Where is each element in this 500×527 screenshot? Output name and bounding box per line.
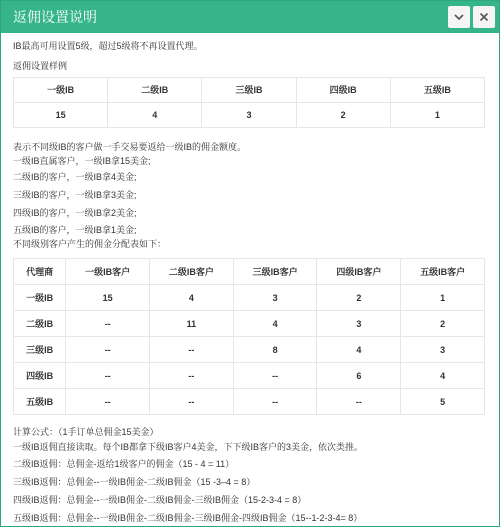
table-cell: 3	[233, 285, 317, 311]
table-cell: 15	[14, 103, 108, 128]
table-cell: 2	[296, 103, 390, 128]
table-cell: 4	[233, 311, 317, 337]
table-cell: --	[66, 311, 150, 337]
table-header-cell: 四级IB	[296, 78, 390, 103]
table-header-cell: 三级IB	[202, 78, 296, 103]
table-cell: 11	[150, 311, 234, 337]
table-cell: 8	[233, 337, 317, 363]
intro-line-1: IB最高可用设置5级，超过5级将不再设置代理。	[13, 41, 203, 51]
table-cell: 3	[202, 103, 296, 128]
dialog-title: 返佣设置说明	[13, 9, 97, 25]
formula-line: 计算公式：（1手订单总佣金15美金）	[13, 427, 159, 437]
table-cell: --	[66, 389, 150, 415]
table-row	[14, 285, 485, 311]
table-cell: 15	[66, 285, 150, 311]
table-cell: --	[150, 389, 234, 415]
table-cell: 5	[401, 389, 485, 415]
table-cell: --	[150, 363, 234, 389]
table-header-cell: 一级IB客户	[66, 259, 150, 285]
table-header-cell: 二级IB	[108, 78, 202, 103]
explain-line: 一级IB直属客户，一级IB拿15美金;	[13, 156, 151, 166]
table-row	[14, 363, 485, 389]
table-cell: 6	[317, 363, 401, 389]
table-header-cell: 五级IB客户	[401, 259, 485, 285]
table-cell: 2	[317, 285, 401, 311]
table-cell: 4	[401, 363, 485, 389]
table-cell: 4	[150, 285, 234, 311]
table-cell: 1	[390, 103, 484, 128]
formula-line: 五级IB返佣：总佣金--一级IB佣金-二级IB佣金-三级IB佣金-四级IB佣金（15--1-2-3-4= 8）	[13, 513, 363, 523]
table-cell: --	[66, 337, 150, 363]
table-header-cell: 三级IB客户	[233, 259, 317, 285]
table-row	[14, 311, 485, 337]
table-cell: 3	[401, 337, 485, 363]
close-icon	[479, 12, 489, 22]
explain-line: 表示不同级IB的客户做一手交易要返给一级IB的佣金额度。	[13, 142, 247, 152]
table-header-cell: 四级IB客户	[317, 259, 401, 285]
example-table	[13, 77, 485, 128]
row-header-cell: 一级IB	[14, 285, 66, 311]
table-header-cell: 二级IB客户	[150, 259, 234, 285]
row-header-cell: 三级IB	[14, 337, 66, 363]
table-row	[14, 389, 485, 415]
explain-line: 四级IB的客户，一级IB拿2美金;	[13, 208, 137, 218]
table-row	[14, 337, 485, 363]
intro-line-2: 返佣设置样例	[13, 61, 68, 71]
explanation-block	[13, 140, 487, 250]
table-header-cell: 代理商	[14, 259, 66, 285]
explain-line: 不同级别客户产生的佣金分配表如下：	[13, 239, 167, 249]
table-row	[14, 103, 485, 128]
row-header-cell: 五级IB	[14, 389, 66, 415]
table-cell: 4	[317, 337, 401, 363]
distribution-table-header	[14, 259, 485, 285]
dialog-content	[1, 33, 499, 527]
close-button[interactable]	[473, 6, 495, 28]
formula-line: 一级IB返佣直接读取。每个IB都拿下级IB客户4美金，下下级IB客户的3美金，依次类推。	[13, 442, 364, 452]
row-header-cell: 二级IB	[14, 311, 66, 337]
example-table-header	[14, 78, 485, 103]
table-cell: --	[66, 363, 150, 389]
formula-line: 四级IB返佣：总佣金--一级IB佣金-二级IB佣金-三级IB佣金（15-2-3-4 = 8）	[13, 495, 307, 505]
explain-line: 二级IB的客户，一级IB拿4美金;	[13, 172, 137, 182]
table-cell: 4	[108, 103, 202, 128]
table-cell: 3	[317, 311, 401, 337]
table-cell: --	[150, 337, 234, 363]
table-cell: --	[317, 389, 401, 415]
table-header-cell: 五级IB	[390, 78, 484, 103]
row-header-cell: 四级IB	[14, 363, 66, 389]
formula-block	[13, 425, 487, 527]
formula-line: 二级IB返佣：总佣金-返给1级客户的佣金（15 - 4 = 11）	[13, 459, 235, 469]
table-cell: 1	[401, 285, 485, 311]
formula-line: 三级IB返佣：总佣金--一级IB佣金-二级IB佣金（15 -3–4 = 8）	[13, 477, 256, 487]
distribution-table	[13, 258, 485, 415]
table-header-cell: 一级IB	[14, 78, 108, 103]
table-cell: --	[233, 363, 317, 389]
explain-line: 五级IB的客户，一级IB拿1美金;	[13, 225, 137, 235]
collapse-button[interactable]	[448, 6, 470, 28]
chevron-down-icon	[454, 12, 464, 22]
explain-line: 三级IB的客户，一级IB拿3美金;	[13, 190, 137, 200]
dialog-titlebar	[1, 1, 499, 33]
table-cell: 2	[401, 311, 485, 337]
table-cell: --	[233, 389, 317, 415]
titlebar-buttons	[448, 6, 495, 28]
